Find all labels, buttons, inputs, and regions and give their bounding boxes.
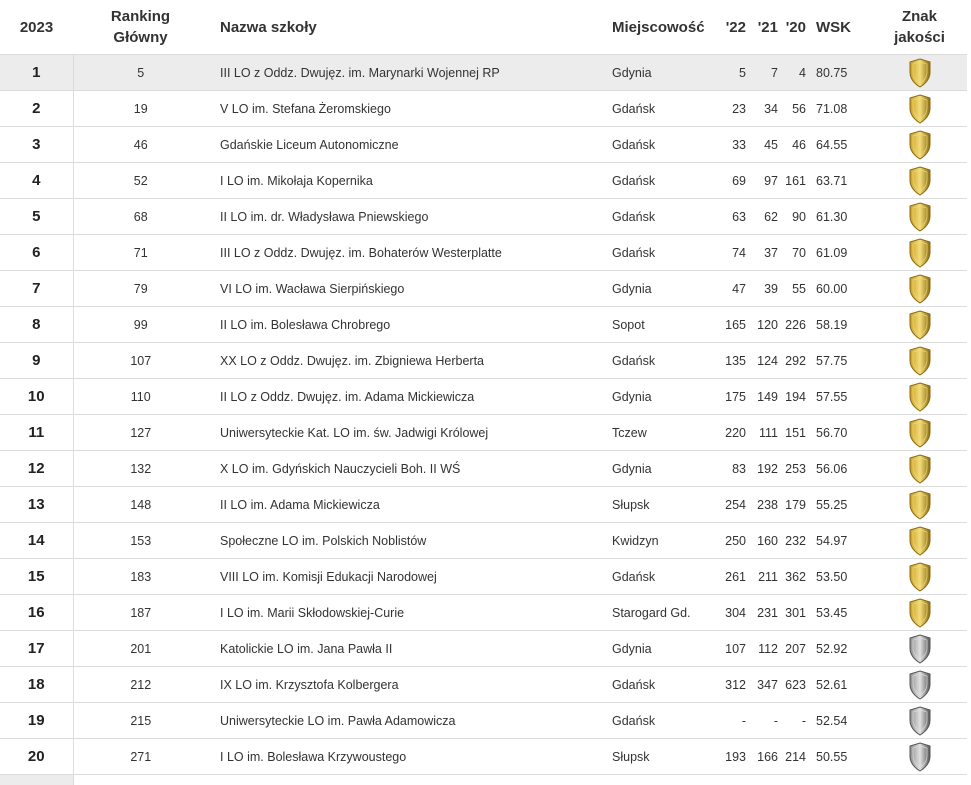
rank-2021-cell: 112 [750,631,782,667]
school-name-cell[interactable]: I LO im. Bolesława Krzywoustego [208,739,608,775]
quality-badge-cell [872,451,967,487]
table-row[interactable] [0,523,967,559]
table-row[interactable] [0,379,967,415]
city-cell: Gdańsk [608,163,714,199]
column-header-2022[interactable]: '22 [714,0,750,55]
table-row-partial [0,775,967,785]
gold-shield-icon [908,166,932,196]
wsk-cell: 55.25 [810,487,872,523]
rank-2022-cell: 175 [714,379,750,415]
school-name-cell[interactable]: Uniwersyteckie Kat. LO im. św. Jadwigi Królowej [208,415,608,451]
gold-shield-icon [908,598,932,628]
quality-badge-cell [872,55,967,91]
position-cell: 20 [0,739,73,775]
quality-badge-cell [872,343,967,379]
rank-2020-cell: 4 [782,55,810,91]
position-cell: 19 [0,703,73,739]
position-cell: 7 [0,271,73,307]
rank-2022-cell: 193 [714,739,750,775]
rank-2021-cell: 45 [750,127,782,163]
school-name-cell[interactable]: I LO im. Mikołaja Kopernika [208,163,608,199]
gold-shield-icon [908,130,932,160]
table-row[interactable] [0,739,967,775]
rank-2021-cell: 238 [750,487,782,523]
ranking-cell: 148 [73,487,208,523]
gold-shield-icon [908,346,932,376]
school-name-cell[interactable]: II LO im. Bolesława Chrobrego [208,307,608,343]
rank-2021-cell: 97 [750,163,782,199]
wsk-cell: 61.30 [810,199,872,235]
gold-shield-icon [908,562,932,592]
quality-badge-cell [872,595,967,631]
ranking-cell: 271 [73,739,208,775]
school-name-cell[interactable]: VIII LO im. Komisji Edukacji Narodowej [208,559,608,595]
wsk-cell: 61.09 [810,235,872,271]
wsk-cell: 58.19 [810,307,872,343]
position-cell: 9 [0,343,73,379]
table-row[interactable] [0,271,967,307]
position-cell: 4 [0,163,73,199]
quality-badge-cell [872,559,967,595]
quality-badge-cell [872,487,967,523]
rank-2020-cell: 292 [782,343,810,379]
rank-2020-cell: 623 [782,667,810,703]
rank-2021-cell: 211 [750,559,782,595]
rank-2022-cell: 304 [714,595,750,631]
wsk-cell: 57.75 [810,343,872,379]
ranking-cell: 212 [73,667,208,703]
table-row[interactable] [0,667,967,703]
school-name-cell[interactable]: Społeczne LO im. Polskich Noblistów [208,523,608,559]
city-cell: Gdańsk [608,559,714,595]
table-row[interactable] [0,163,967,199]
quality-badge-cell [872,739,967,775]
quality-badge-cell [872,703,967,739]
rank-2022-cell: 107 [714,631,750,667]
school-name-cell[interactable]: X LO im. Gdyńskich Nauczycieli Boh. II WŚ [208,451,608,487]
ranking-cell: 99 [73,307,208,343]
city-cell: Słupsk [608,487,714,523]
table-row[interactable] [0,307,967,343]
column-header-quality[interactable]: Znak jakości [872,0,967,55]
position-cell: 10 [0,379,73,415]
school-name-cell[interactable]: VI LO im. Wacława Sierpińskiego [208,271,608,307]
wsk-cell: 63.71 [810,163,872,199]
position-cell: 11 [0,415,73,451]
city-cell: Sopot [608,307,714,343]
city-cell: Słupsk [608,739,714,775]
ranking-cell: 5 [73,55,208,91]
position-cell: 5 [0,199,73,235]
wsk-cell: 52.61 [810,667,872,703]
city-cell: Gdańsk [608,343,714,379]
wsk-cell: 54.97 [810,523,872,559]
gold-shield-icon [908,94,932,124]
rank-2020-cell: 90 [782,199,810,235]
rank-2020-cell: - [782,703,810,739]
rank-2021-cell: 149 [750,379,782,415]
rank-2021-cell: 34 [750,91,782,127]
table-row[interactable] [0,199,967,235]
gold-shield-icon [908,490,932,520]
rank-2022-cell: 47 [714,271,750,307]
table-row[interactable] [0,631,967,667]
rank-2022-cell: 135 [714,343,750,379]
school-name-cell[interactable]: Katolickie LO im. Jana Pawła II [208,631,608,667]
rank-2022-cell: 261 [714,559,750,595]
school-name-cell[interactable]: I LO im. Marii Skłodowskiej-Curie [208,595,608,631]
table-header-row [0,0,967,55]
city-cell: Gdańsk [608,703,714,739]
position-cell: 2 [0,91,73,127]
school-name-cell[interactable]: II LO z Oddz. Dwujęz. im. Adama Mickiewicza [208,379,608,415]
quality-badge-cell [872,307,967,343]
wsk-cell: 56.06 [810,451,872,487]
rank-2020-cell: 179 [782,487,810,523]
rank-2020-cell: 253 [782,451,810,487]
quality-badge-cell [872,271,967,307]
city-cell: Gdynia [608,451,714,487]
wsk-cell: 60.00 [810,271,872,307]
table-row[interactable] [0,415,967,451]
wsk-cell: 80.75 [810,55,872,91]
rank-2022-cell: 83 [714,451,750,487]
column-header-city[interactable]: Miejscowość [608,0,714,55]
position-cell: 1 [0,55,73,91]
quality-badge-cell [872,667,967,703]
rank-2021-cell: 160 [750,523,782,559]
table-row[interactable] [0,487,967,523]
ranking-cell: 46 [73,127,208,163]
quality-badge-cell [872,199,967,235]
school-name-cell[interactable]: II LO im. Adama Mickiewicza [208,487,608,523]
quality-badge-cell [872,91,967,127]
city-cell: Gdynia [608,271,714,307]
wsk-cell: 71.08 [810,91,872,127]
rank-2021-cell: 37 [750,235,782,271]
city-cell: Gdynia [608,631,714,667]
ranking-cell: 110 [73,379,208,415]
silver-shield-icon [908,742,932,772]
position-cell: 13 [0,487,73,523]
gold-shield-icon [908,58,932,88]
rank-2022-cell: 250 [714,523,750,559]
gold-shield-icon [908,202,932,232]
gold-shield-icon [908,526,932,556]
school-name-cell[interactable]: Uniwersyteckie LO im. Pawła Adamowicza [208,703,608,739]
ranking-cell: 127 [73,415,208,451]
city-cell: Tczew [608,415,714,451]
rank-2021-cell: 166 [750,739,782,775]
wsk-cell: 53.45 [810,595,872,631]
rank-2022-cell: 254 [714,487,750,523]
rank-2020-cell: 151 [782,415,810,451]
school-name-cell[interactable]: III LO z Oddz. Dwujęz. im. Marynarki Wojennej RP [208,55,608,91]
rank-2020-cell: 226 [782,307,810,343]
quality-badge-cell [872,415,967,451]
wsk-cell: 57.55 [810,379,872,415]
city-cell: Gdańsk [608,667,714,703]
wsk-cell: 56.70 [810,415,872,451]
quality-badge-cell [872,523,967,559]
ranking-cell: 71 [73,235,208,271]
school-name-cell[interactable]: Gdańskie Liceum Autonomiczne [208,127,608,163]
rank-2021-cell: 347 [750,667,782,703]
city-cell: Kwidzyn [608,523,714,559]
rank-2021-cell: 120 [750,307,782,343]
rank-2022-cell: 220 [714,415,750,451]
school-name-cell[interactable]: IX LO im. Krzysztofa Kolbergera [208,667,608,703]
school-name-cell[interactable]: V LO im. Stefana Żeromskiego [208,91,608,127]
rank-2020-cell: 70 [782,235,810,271]
column-header-2021[interactable]: '21 [750,0,782,55]
silver-shield-icon [908,706,932,736]
quality-badge-cell [872,163,967,199]
wsk-cell: 52.54 [810,703,872,739]
position-cell: 12 [0,451,73,487]
rank-2020-cell: 301 [782,595,810,631]
position-cell: 16 [0,595,73,631]
column-header-2020[interactable]: '20 [782,0,810,55]
rank-2022-cell: 33 [714,127,750,163]
rank-2022-cell: 23 [714,91,750,127]
position-cell: 15 [0,559,73,595]
column-header-wsk[interactable]: WSK [810,0,872,55]
rank-2021-cell: 124 [750,343,782,379]
quality-badge-cell [872,235,967,271]
city-cell: Starogard Gd. [608,595,714,631]
rank-2020-cell: 161 [782,163,810,199]
city-cell: Gdańsk [608,235,714,271]
position-cell: 6 [0,235,73,271]
table-row[interactable] [0,91,967,127]
rank-2022-cell: 74 [714,235,750,271]
city-cell: Gdańsk [608,91,714,127]
table-row[interactable] [0,235,967,271]
school-name-cell[interactable]: II LO im. dr. Władysława Pniewskiego [208,199,608,235]
rank-2022-cell: 312 [714,667,750,703]
rank-2020-cell: 214 [782,739,810,775]
position-cell: 18 [0,667,73,703]
rank-2020-cell: 55 [782,271,810,307]
column-header-ranking[interactable]: Ranking Główny [73,0,208,55]
rank-2020-cell: 232 [782,523,810,559]
ranking-cell: 52 [73,163,208,199]
rank-2020-cell: 362 [782,559,810,595]
school-name-cell[interactable]: XX LO z Oddz. Dwujęz. im. Zbigniewa Herberta [208,343,608,379]
wsk-cell: 52.92 [810,631,872,667]
ranking-cell: 201 [73,631,208,667]
rank-2020-cell: 207 [782,631,810,667]
gold-shield-icon [908,418,932,448]
rank-2022-cell: - [714,703,750,739]
rank-2022-cell: 63 [714,199,750,235]
ranking-cell: 107 [73,343,208,379]
rank-2022-cell: 5 [714,55,750,91]
gold-shield-icon [908,310,932,340]
table-row[interactable] [0,127,967,163]
position-cell: 3 [0,127,73,163]
ranking-cell: 187 [73,595,208,631]
rank-2020-cell: 194 [782,379,810,415]
quality-badge-cell [872,127,967,163]
gold-shield-icon [908,454,932,484]
rank-2021-cell: 7 [750,55,782,91]
wsk-cell: 50.55 [810,739,872,775]
school-name-cell[interactable]: III LO z Oddz. Dwujęz. im. Bohaterów Westerplatte [208,235,608,271]
position-cell: 17 [0,631,73,667]
table-row[interactable] [0,343,967,379]
ranking-cell: 153 [73,523,208,559]
ranking-cell: 183 [73,559,208,595]
ranking-cell: 79 [73,271,208,307]
rank-2020-cell: 56 [782,91,810,127]
gold-shield-icon [908,238,932,268]
quality-badge-cell [872,631,967,667]
city-cell: Gdańsk [608,199,714,235]
silver-shield-icon [908,634,932,664]
quality-badge-cell [872,379,967,415]
gold-shield-icon [908,274,932,304]
ranking-cell: 215 [73,703,208,739]
position-cell: 8 [0,307,73,343]
table-row[interactable] [0,55,967,91]
city-cell: Gdynia [608,379,714,415]
gold-shield-icon [908,382,932,412]
city-cell: Gdynia [608,55,714,91]
rank-2022-cell: 165 [714,307,750,343]
table-row[interactable] [0,559,967,595]
ranking-cell: 132 [73,451,208,487]
column-header-year[interactable]: 2023 [0,0,73,55]
rank-2021-cell: - [750,703,782,739]
table-row[interactable] [0,595,967,631]
city-cell: Gdańsk [608,127,714,163]
rank-2021-cell: 39 [750,271,782,307]
position-cell: 14 [0,523,73,559]
table-row[interactable] [0,451,967,487]
wsk-cell: 64.55 [810,127,872,163]
rank-2021-cell: 231 [750,595,782,631]
table-row[interactable] [0,703,967,739]
rank-2021-cell: 62 [750,199,782,235]
rank-2022-cell: 69 [714,163,750,199]
ranking-cell: 19 [73,91,208,127]
rank-2021-cell: 111 [750,415,782,451]
silver-shield-icon [908,670,932,700]
rank-2021-cell: 192 [750,451,782,487]
ranking-cell: 68 [73,199,208,235]
wsk-cell: 53.50 [810,559,872,595]
rank-2020-cell: 46 [782,127,810,163]
column-header-school[interactable]: Nazwa szkoły [208,0,608,55]
